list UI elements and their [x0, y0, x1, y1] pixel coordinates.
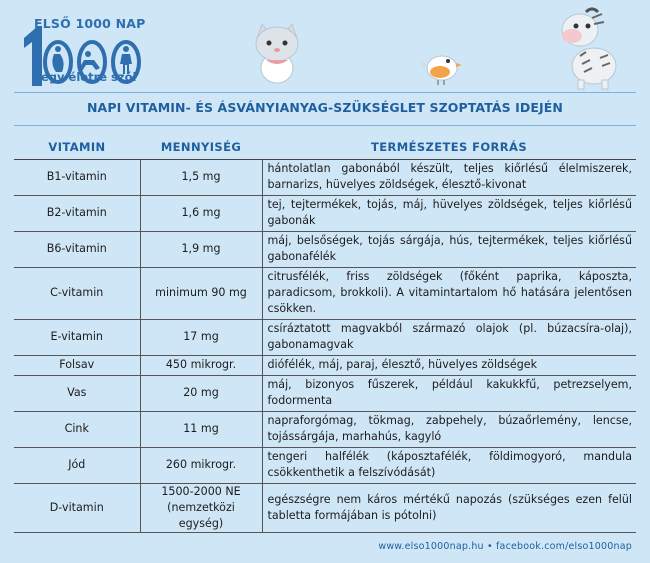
- vitamin-table: [14, 136, 636, 533]
- natural-source: máj, bizonyos fűszerek, például kakukkfű, petrezselyem, fodormenta: [262, 375, 636, 411]
- table-row: [14, 355, 636, 375]
- column-header-amount: MENNYISÉG: [140, 136, 262, 159]
- vitamin-name: E-vitamin: [14, 319, 140, 355]
- zebra-illustration: [552, 6, 632, 90]
- brand-logo[interactable]: [14, 12, 184, 88]
- table-row: [14, 195, 636, 231]
- natural-source: egészségre nem káros mértékű napozás (szükséges ezen felül tabletta formájában is pótolni): [262, 483, 636, 532]
- header-divider: [14, 92, 636, 93]
- vitamin-name: D-vitamin: [14, 483, 140, 532]
- daily-amount: 1500-2000 NE (nemzetközi egység): [140, 483, 262, 532]
- natural-source: tengeri halfélék (káposztafélék, földimogyoró, mandula csökkenthetik a felszívódását): [262, 447, 636, 483]
- table-row: [14, 231, 636, 267]
- table-header-row: [14, 136, 636, 159]
- natural-source: tej, tejtermékek, tojás, máj, hüvelyes zöldségek, teljes kiőrlésű gabonák: [262, 195, 636, 231]
- table-row: [14, 267, 636, 319]
- natural-source: citrusfélék, friss zöldségek (főként paprika, káposzta, paradicsom, brokkoli). A vitamintartalom hő hatására jelentősen csökken.: [262, 267, 636, 319]
- table-row: [14, 447, 636, 483]
- title-divider: [14, 125, 636, 126]
- footer-links[interactable]: www.elso1000nap.hu • facebook.com/elso1000nap: [378, 541, 632, 552]
- daily-amount: 260 mikrogr.: [140, 447, 262, 483]
- table-row: [14, 159, 636, 195]
- daily-amount: 1,5 mg: [140, 159, 262, 195]
- column-header-vitamin: VITAMIN: [14, 136, 140, 159]
- natural-source: napraforgómag, tökmag, zabpehely, búzaőrlemény, lencse, tojássárgája, marhahús, kagyló: [262, 411, 636, 447]
- table-row: [14, 411, 636, 447]
- vitamin-name: Jód: [14, 447, 140, 483]
- cat-illustration: [248, 22, 306, 84]
- natural-source: hántolatlan gabonából készült, teljes kiőrlésű élelmiszerek, barnarizs, hüvelyes zöldségek, élesztő-kivonat: [262, 159, 636, 195]
- vitamin-name: Folsav: [14, 355, 140, 375]
- daily-amount: 20 mg: [140, 375, 262, 411]
- natural-source: csíráztatott magvakból származó olajok (pl. búzacsíra-olaj), gabonamagvak: [262, 319, 636, 355]
- daily-amount: 1,9 mg: [140, 231, 262, 267]
- vitamin-name: Vas: [14, 375, 140, 411]
- logo-title: ELSŐ 1000 NAP: [34, 16, 146, 31]
- daily-amount: 11 mg: [140, 411, 262, 447]
- natural-source: máj, belsőségek, tojás sárgája, hús, tejtermékek, teljes kiőrlésű gabonafélék: [262, 231, 636, 267]
- vitamin-name: C-vitamin: [14, 267, 140, 319]
- table-row: [14, 375, 636, 411]
- daily-amount: 450 mikrogr.: [140, 355, 262, 375]
- logo-subtitle: egy életre szól: [41, 70, 137, 84]
- daily-amount: minimum 90 mg: [140, 267, 262, 319]
- table-row: [14, 483, 636, 532]
- header: [0, 0, 650, 92]
- table-row: [14, 319, 636, 355]
- page-title: NAPI VITAMIN- ÉS ÁSVÁNYIANYAG-SZÜKSÉGLET SZOPTATÁS IDEJÉN: [87, 100, 563, 115]
- daily-amount: 17 mg: [140, 319, 262, 355]
- bird-illustration: [418, 44, 464, 86]
- vitamin-name: B2-vitamin: [14, 195, 140, 231]
- vitamin-name: B1-vitamin: [14, 159, 140, 195]
- column-header-source: TERMÉSZETES FORRÁS: [262, 136, 636, 159]
- vitamin-name: Cink: [14, 411, 140, 447]
- vitamin-name: B6-vitamin: [14, 231, 140, 267]
- natural-source: diófélék, máj, paraj, élesztő, hüvelyes zöldségek: [262, 355, 636, 375]
- daily-amount: 1,6 mg: [140, 195, 262, 231]
